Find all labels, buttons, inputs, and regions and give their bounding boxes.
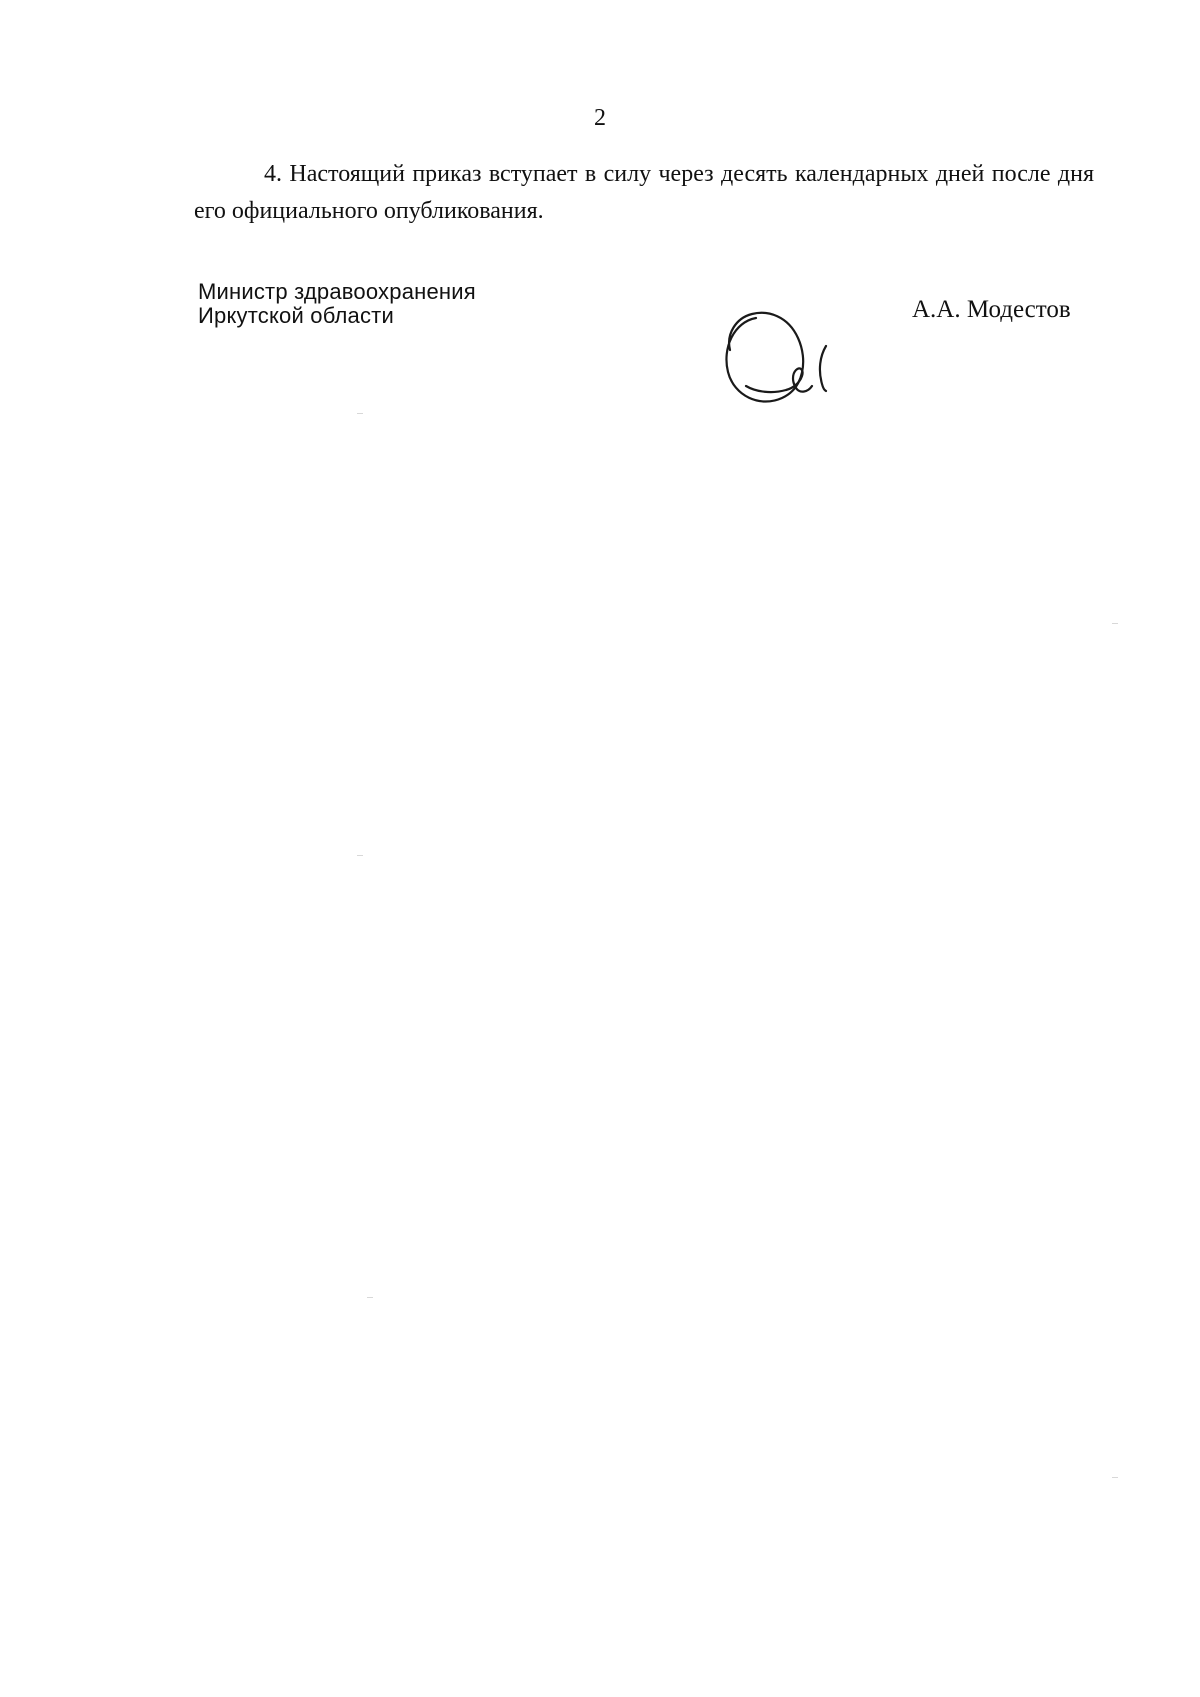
signer-name: А.А. Модестов: [912, 296, 1071, 323]
handwritten-signature-icon: [716, 300, 846, 412]
scan-speck: [1112, 623, 1118, 624]
scan-speck: [367, 1297, 373, 1298]
scan-speck: [357, 855, 363, 856]
scan-speck: [1112, 1477, 1118, 1478]
page-number: 2: [594, 105, 606, 131]
signer-title-line-2: Иркутской области: [198, 303, 394, 328]
signer-title: [198, 280, 476, 328]
order-paragraph-4: 4. Настоящий приказ вступает в силу через десять календарных дней после дня его официального опубликования.: [194, 161, 1094, 224]
signer-title-line-1: Министр здравоохранения: [198, 279, 476, 304]
scan-speck: [357, 413, 363, 414]
